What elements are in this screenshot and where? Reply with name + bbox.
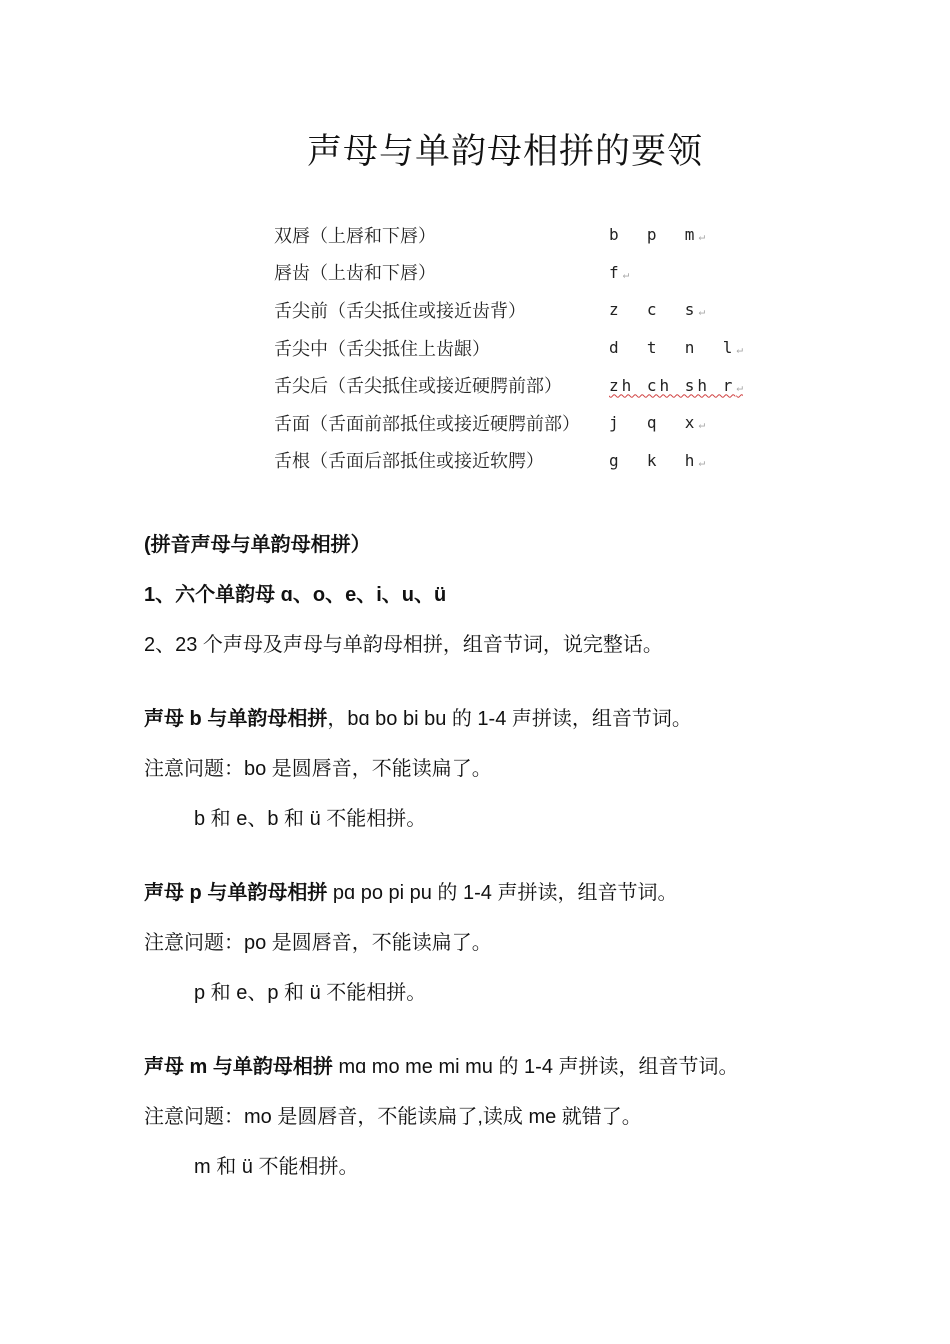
b-heading-rest: ，bɑ bo bi bu 的 1-4 声拼读，组音节词。 [327, 708, 692, 730]
p-note: 注意问题：po 是圆唇音，不能读扁了。 [144, 932, 492, 954]
return-mark-icon: ↵ [622, 267, 630, 281]
place-label: 唇齿（上齿和下唇） [274, 263, 436, 285]
table-row [274, 291, 743, 329]
initials-letters: b p m↵ [609, 225, 706, 245]
b-section-heading [144, 702, 692, 731]
return-mark-icon: ↵ [698, 230, 706, 244]
place-label: 舌尖前（舌尖抵住或接近齿背） [274, 300, 526, 322]
initials-letters: zh ch sh r↵ [609, 375, 743, 395]
place-label: 舌面（舌面前部抵住或接近硬腭前部） [274, 413, 580, 435]
place-label: 舌根（舌面后部抵住或接近软腭） [274, 451, 544, 473]
m-note: 注意问题：mo 是圆唇音，不能读扁了,读成 me 就错了。 [144, 1106, 642, 1128]
pronunciation-table [274, 216, 743, 479]
section-heading: (拼音声母与单韵母相拼） [144, 534, 371, 556]
initials-letters: g k h↵ [609, 450, 706, 470]
p-heading-bold: 声母 p 与单韵母相拼 [144, 882, 328, 904]
place-label: 舌尖后（舌尖抵住或接近硬腭前部） [274, 376, 562, 398]
table-row [274, 404, 743, 442]
initials-letters: z c s↵ [609, 300, 706, 320]
m-heading-rest: mɑ mo me mi mu 的 1-4 声拼读，组音节词。 [332, 1056, 739, 1078]
page-title: 声母与单韵母相拼的要领 [306, 132, 703, 172]
table-row [274, 254, 743, 292]
p-section-heading [144, 876, 677, 905]
p-heading-rest: pɑ po pi pu 的 1-4 声拼读，组音节词。 [327, 882, 678, 904]
return-mark-icon: ↵ [736, 343, 743, 357]
table-row [274, 442, 743, 480]
initials-letters: f↵ [609, 262, 630, 282]
place-label: 双唇（上唇和下唇） [274, 225, 436, 247]
return-mark-icon: ↵ [698, 455, 706, 469]
m-rule: m 和 ü 不能相拼。 [194, 1156, 359, 1178]
list-item-vowels: 1、六个单韵母 ɑ、o、e、i、u、ü [144, 584, 447, 606]
table-row [274, 329, 743, 367]
return-mark-icon: ↵ [736, 380, 743, 394]
p-rule: p 和 e、p 和 ü 不能相拼。 [194, 982, 427, 1004]
b-rule: b 和 e、b 和 ü 不能相拼。 [194, 808, 427, 830]
list-item-initials: 2、23 个声母及声母与单韵母相拼，组音节词，说完整话。 [144, 634, 663, 656]
initials-letters: d t n l↵ [609, 338, 743, 358]
b-heading-bold: 声母 b 与单韵母相拼 [144, 708, 328, 730]
b-note: 注意问题：bo 是圆唇音，不能读扁了。 [144, 758, 492, 780]
initials-letters: j q x↵ [609, 413, 706, 433]
table-row [274, 216, 743, 254]
place-label: 舌尖中（舌尖抵住上齿龈） [274, 338, 490, 360]
return-mark-icon: ↵ [698, 305, 706, 319]
m-heading-bold: 声母 m 与单韵母相拼 [144, 1056, 333, 1078]
m-section-heading [144, 1050, 739, 1079]
table-row [274, 366, 743, 404]
return-mark-icon: ↵ [698, 418, 706, 432]
